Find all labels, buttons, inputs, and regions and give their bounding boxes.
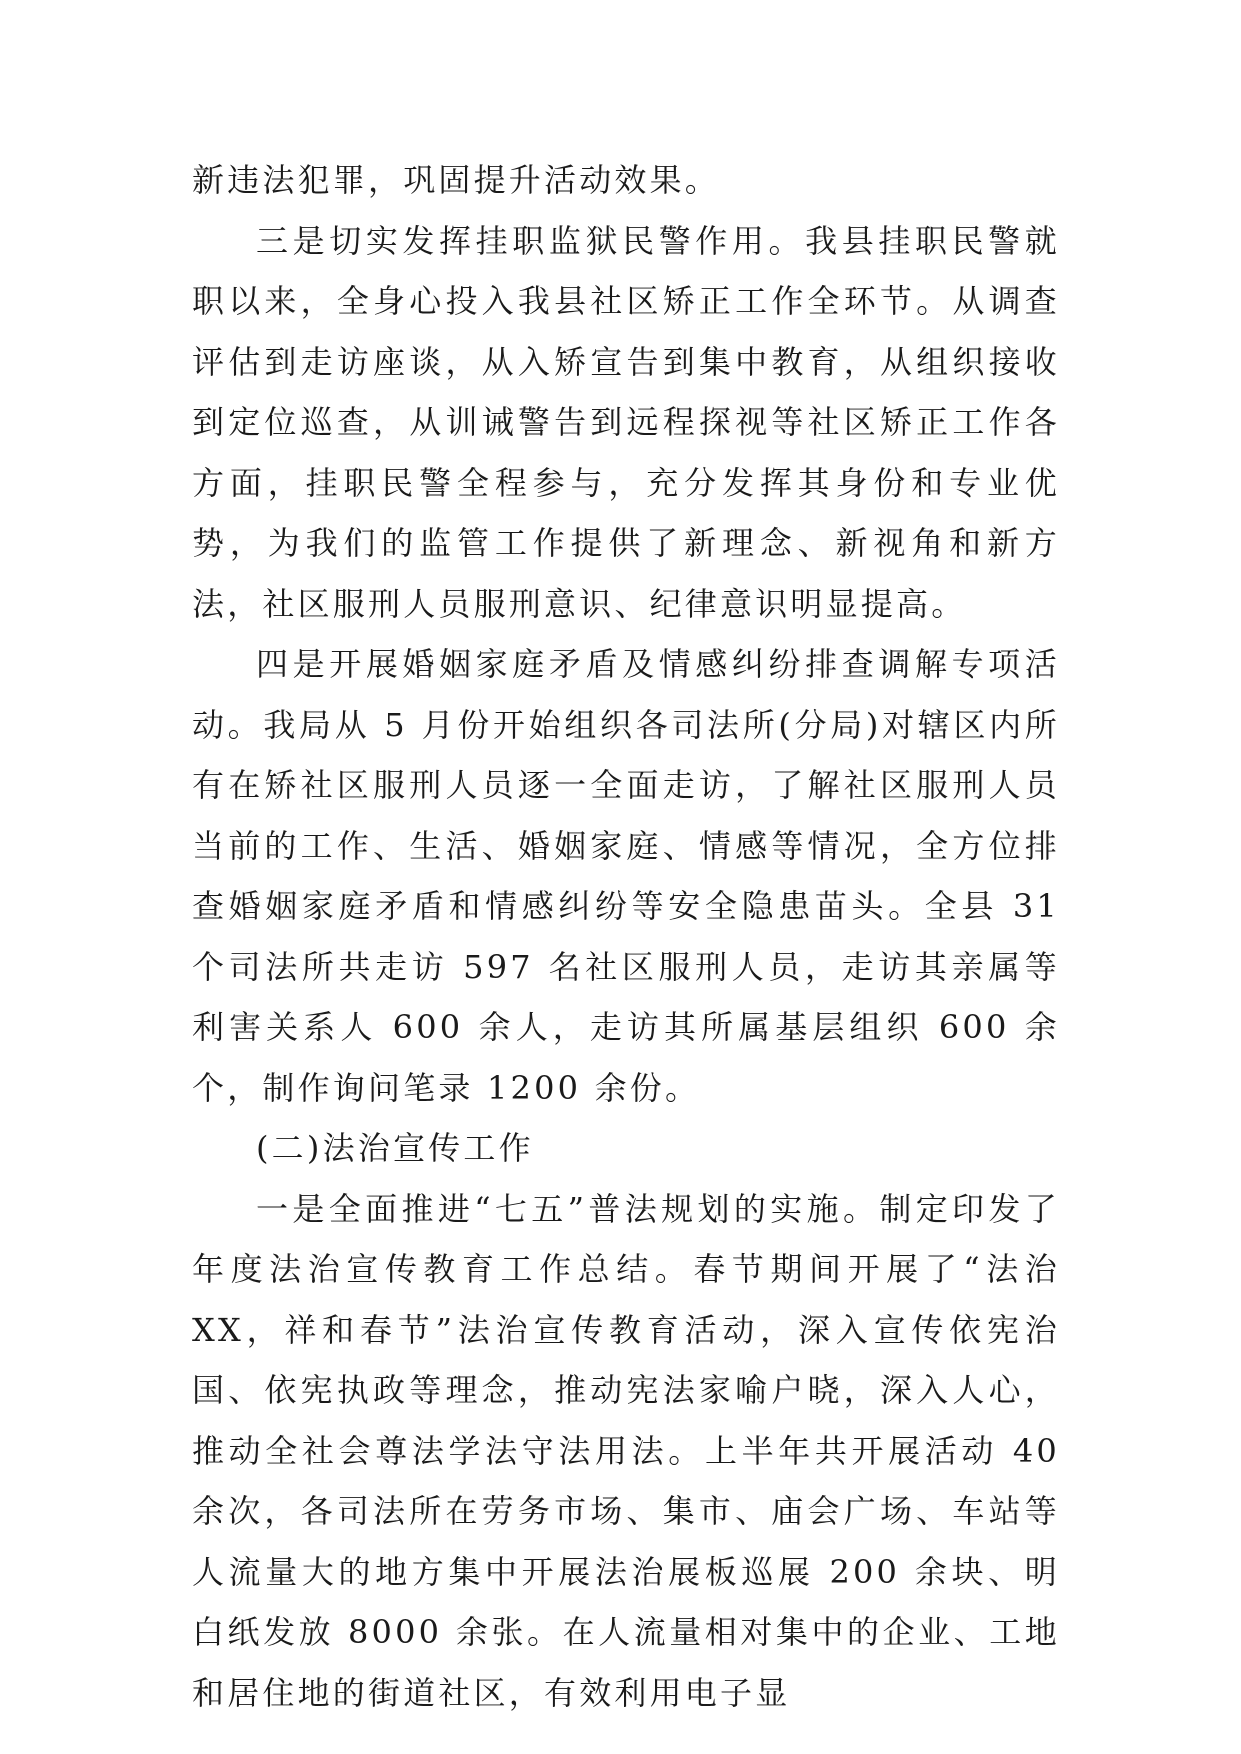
paragraph-fourth-point: 四是开展婚姻家庭矛盾及情感纠纷排查调解专项活动。我局从 5 月份开始组织各司法所(分局)对辖区内所有在矫社区服刑人员逐一全面走访，了解社区服刑人员当前的工作、生活、婚姻家庭、情感等情况，全方位排查婚姻家庭矛盾和情感纠纷等安全隐患苗头。全县 31 个司法所共走访 597 名社区服刑人员，走访其亲属等利害关系人 600 余人，走访其所属基层组织 600 余个，制作询问笔录 1200 余份。 [192, 645, 1060, 1107]
paragraph-first-point: 一是全面推进“七五”普法规划的实施。制定印发了年度法治宣传教育工作总结。春节期间开展了“法治 XX，祥和春节”法治宣传教育活动，深入宣传依宪治国、依宪执政等理念，推动宪法家喻户晓，深入人心，推动全社会尊法学法守法用法。上半年共开展活动 40 余次，各司法所在劳务市场、集市、庙会广场、车站等人流量大的地方集中开展法治展板巡展 200 余块、明白纸发放 8000 余张。在人流量相对集中的企业、工地和居住地的街道社区，有效利用电子显 [192, 1189, 1060, 1712]
paragraph-third-point: 三是切实发挥挂职监狱民警作用。我县挂职民警就职以来，全身心投入我县社区矫正工作全环节。从调查评估到走访座谈，从入矫宣告到集中教育，从组织接收到定位巡查，从训诫警告到远程探视等社区矫正工作各方面，挂职民警全程参与，充分发挥其身份和专业优势，为我们的监管工作提供了新理念、新视角和新方法，社区服刑人员服刑意识、纪律意识明显提高。 [192, 221, 1060, 623]
document-body [192, 150, 1060, 1723]
section-heading-legal-publicity: (二)法治宣传工作 [256, 1129, 534, 1167]
paragraph-continuation: 新违法犯罪，巩固提升活动效果。 [192, 161, 721, 199]
